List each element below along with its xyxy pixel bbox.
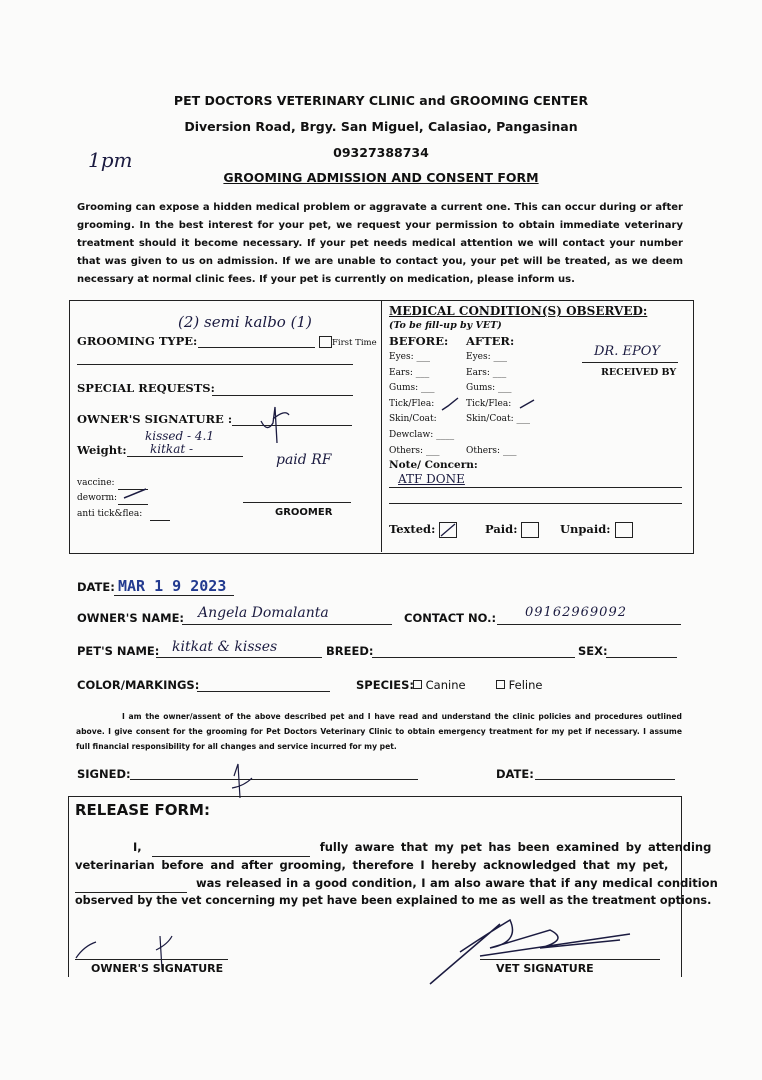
medical-title: MEDICAL CONDITION(S) OBSERVED:: [389, 304, 648, 318]
clinic-address: Diversion Road, Brgy. San Miguel, Calasiao, Pangasinan: [184, 119, 578, 134]
before-eyes: Eyes:: [389, 352, 414, 362]
color-markings-line: [197, 691, 330, 692]
note-line-1: [389, 487, 682, 488]
clinic-phone: 09327388734: [333, 145, 429, 160]
signed-line: [130, 779, 418, 780]
special-requests-line: [212, 395, 353, 396]
clinic-name: PET DOCTORS VETERINARY CLINIC and GROOMING CENTER: [173, 93, 589, 108]
special-requests-label: SPECIAL REQUESTS:: [77, 381, 215, 395]
received-by-value: DR. EPOY: [594, 344, 660, 359]
feline-checkbox[interactable]: [496, 680, 505, 689]
deworm-line: [118, 504, 148, 505]
contact-label: CONTACT NO.:: [404, 611, 497, 625]
grooming-type-label: GROOMING TYPE:: [77, 334, 198, 348]
after-label: AFTER:: [466, 334, 515, 348]
vaccine-label: vaccine:: [77, 478, 115, 488]
grooming-type-value: (2) semi kalbo (1): [178, 313, 312, 331]
form-title: GROOMING ADMISSION AND CONSENT FORM: [223, 170, 539, 185]
feline-label: Feline: [508, 678, 543, 692]
deworm-check-mark: [122, 486, 150, 502]
release-line-1-text: fully aware that my pet has been examined by attending: [319, 840, 712, 854]
sex-label: SEX:: [578, 644, 608, 658]
sex-line: [606, 657, 677, 658]
paid-label: Paid:: [485, 522, 518, 536]
unpaid-checkbox[interactable]: [615, 522, 633, 538]
breed-line: [372, 657, 575, 658]
owner-name-line: [182, 624, 392, 625]
before-dewclaw: Dewclaw:: [389, 429, 434, 440]
canine-checkbox[interactable]: [413, 680, 422, 689]
tick-flea-check-marks: [438, 394, 538, 416]
box-divider: [381, 301, 382, 552]
handwritten-time: 1pm: [88, 148, 133, 172]
grooming-extra-line: [77, 364, 353, 365]
deworm-label: deworm:: [77, 493, 118, 503]
texted-field[interactable]: [389, 522, 457, 538]
release-line-2: veterinarian before and after grooming, therefore I hereby acknowledged that my pet,: [75, 858, 669, 872]
species-label: SPECIES:: [356, 678, 415, 692]
before-ears: Ears:: [389, 367, 413, 378]
release-owner-sign-line: [75, 959, 228, 960]
received-by-line: [582, 362, 678, 363]
before-others: Others:: [389, 445, 424, 456]
signed-label: SIGNED:: [77, 767, 131, 781]
release-line-3: [75, 874, 718, 893]
release-i: I,: [133, 840, 142, 854]
texted-label: Texted:: [389, 522, 436, 536]
texted-checkbox[interactable]: [439, 522, 457, 538]
release-vet-sign-line: [480, 959, 660, 960]
after-eyes: Eyes:: [466, 352, 491, 362]
after-others: Others:: [466, 445, 501, 456]
signed-date-line: [535, 779, 675, 780]
medical-subtitle: (To be fill-up by VET): [389, 320, 502, 331]
contact-value: 09162969092: [525, 605, 627, 620]
owner-name-value: Angela Domalanta: [198, 605, 329, 621]
groomer-label: GROOMER: [275, 507, 333, 518]
date-stamp: MAR 1 9 2023: [118, 577, 227, 595]
contact-line: [497, 624, 681, 625]
note-value: ATF DONE: [398, 472, 465, 486]
release-owner-signature-label: OWNER'S SIGNATURE: [91, 962, 224, 975]
groomer-line: [243, 502, 351, 503]
before-skin: Skin/Coat:: [389, 414, 437, 425]
signed-date-label: DATE:: [496, 767, 534, 781]
pet-name-value: kitkat & kisses: [172, 639, 278, 655]
canine-label: Canine: [425, 678, 466, 692]
paid-note: paid RF: [276, 452, 332, 468]
consent-text: I am the owner/assent of the above described pet and I have read and understand the clinic policies and procedures outlined above. I give consent for the grooming for Pet Doctors Veterinary Clinic to obtain emergency treatment for my pet if necessary. I assume full financial responsibility for all changes and service incurred for my pet.: [76, 712, 682, 751]
weight-label: Weight:: [77, 443, 127, 457]
after-tick: Tick/Flea:: [466, 398, 512, 409]
weight-line: [127, 456, 243, 457]
after-ears: Ears:: [466, 367, 490, 378]
before-label: BEFORE:: [389, 334, 449, 348]
release-vet-signature-scribble: [420, 912, 650, 990]
unpaid-label: Unpaid:: [560, 522, 611, 536]
medical-before-list: Eyes: ___ Ears: ___ Gums: ___ Tick/Flea: Skin/Coat: Dewclaw: ____ Others: ___: [389, 352, 455, 456]
release-title: RELEASE FORM:: [75, 801, 210, 819]
release-line-1: [75, 838, 712, 857]
pet-name-line: [156, 657, 322, 658]
note-line-2: [389, 503, 682, 504]
note-label: Note/ Concern:: [389, 459, 478, 471]
intro-paragraph: Grooming can expose a hidden medical problem or aggravate a current one. This can occur during or after grooming. In the best interest for your pet, we request your permission to obtain immediate veterinary treatment should it become necessary. If your pet needs medical attention we will contact your number that was given to us on admission. If we are unable to contact you, your pet will be treated, as we deem necessary at normal clinic fees. If your pet is currently on medication, please inform us.: [77, 202, 683, 285]
medical-after-list: Eyes: ___ Ears: ___ Gums: ___ Tick/Flea: Skin/Coat: ___ Others: ___: [466, 352, 531, 456]
unpaid-field[interactable]: [560, 522, 633, 538]
after-gums: Gums:: [466, 383, 496, 394]
after-skin: Skin/Coat:: [466, 414, 514, 425]
paid-field[interactable]: [485, 522, 539, 538]
feline-option[interactable]: [496, 678, 542, 692]
owner-signature-label: OWNER'S SIGNATURE :: [77, 412, 233, 426]
anti-tick-label: anti tick&flea:: [77, 509, 143, 519]
received-by-label: RECEIVED BY: [601, 367, 677, 378]
before-tick: Tick/Flea:: [389, 398, 435, 409]
grooming-type-line: [198, 347, 315, 348]
anti-tick-line: [150, 520, 170, 521]
release-line-3-text: was released in a good condition, I am also aware that if any medical condition: [196, 876, 718, 890]
paid-checkbox[interactable]: [521, 522, 539, 538]
owner-signature-scribble: [255, 403, 295, 445]
release-vet-signature-label: VET SIGNATURE: [496, 962, 594, 975]
breed-label: BREED:: [326, 644, 374, 658]
color-markings-label: COLOR/MARKINGS:: [77, 678, 200, 692]
weight-value-kissed: kissed - 4.1: [145, 429, 214, 443]
first-time-checkbox[interactable]: [319, 336, 332, 348]
canine-option[interactable]: [413, 678, 466, 692]
owner-name-label: OWNER'S NAME:: [77, 611, 185, 625]
texted-check-mark: [440, 523, 456, 537]
weight-value-kitkat: kitkat -: [150, 442, 194, 456]
date-line: [114, 595, 234, 596]
release-line-4: observed by the vet concerning my pet have been explained to me as well as the treatment options.: [75, 894, 712, 907]
date-label: DATE:: [77, 580, 115, 594]
before-gums: Gums:: [389, 383, 419, 394]
pet-name-label: PET'S NAME:: [77, 644, 160, 658]
first-time-label: First Time: [332, 338, 377, 348]
